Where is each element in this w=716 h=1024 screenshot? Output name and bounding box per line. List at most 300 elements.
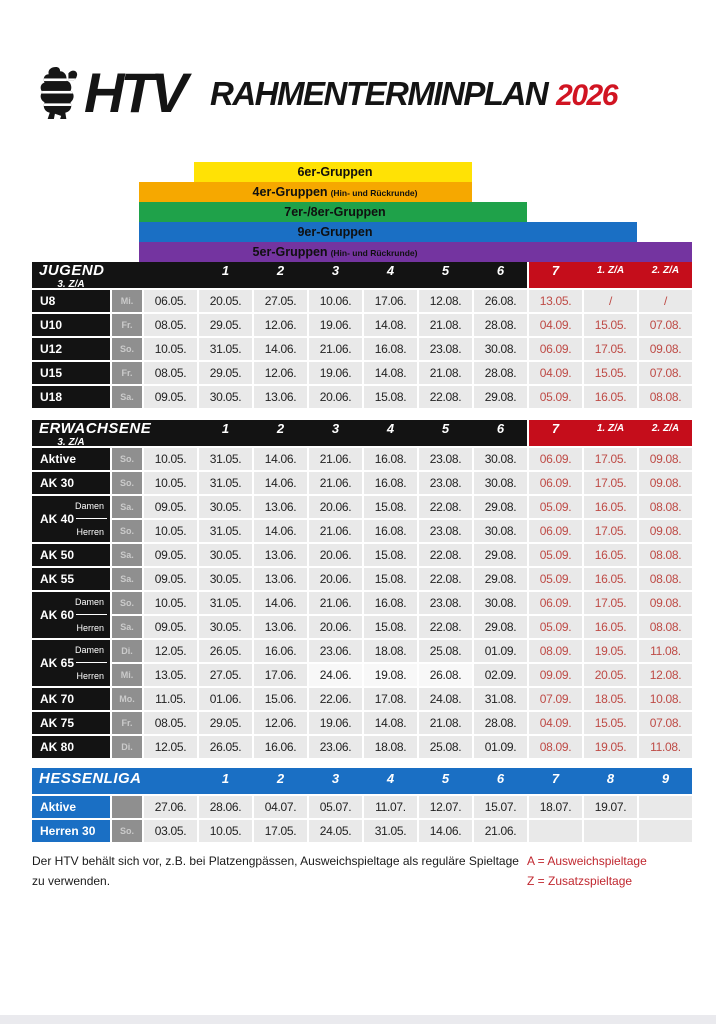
header-grid (32, 262, 692, 288)
date-cell: 14.06. (254, 472, 307, 494)
date-cell (584, 820, 637, 842)
matchday-column-header: 5 (441, 771, 450, 787)
matchday-column-header: 6 (496, 771, 505, 787)
table-erwachsene (32, 420, 692, 760)
matchday-column-header: 7 (551, 421, 560, 436)
date-cell: 16.08. (364, 448, 417, 470)
date-cell: 16.06. (254, 736, 307, 758)
date-cell: 14.08. (364, 362, 417, 384)
za-date-cell: 05.09. (529, 568, 582, 590)
matchday-column-header: 2 (276, 771, 285, 787)
date-cell: 31.08. (474, 688, 527, 710)
date-cell: 01.09. (474, 736, 527, 758)
date-cell: 10.05. (144, 520, 197, 542)
disclaimer-text: Der HTV behält sich vor, z.B. bei Platzengpässen, Ausweichspieltage als reguläre Spieltage zu verwenden. (32, 854, 519, 888)
table-header-jugend (32, 262, 692, 288)
za-date-cell: 07.08. (639, 314, 692, 336)
za-date-cell: 06.09. (529, 592, 582, 614)
htv-logo-text: HTV (84, 61, 184, 124)
date-cell: 22.08. (419, 544, 472, 566)
row-label: Herren 30 (32, 820, 110, 842)
weekday-cell: Mo. (112, 688, 142, 710)
date-cell: 28.08. (474, 314, 527, 336)
date-cell: 28.08. (474, 362, 527, 384)
za-date-cell: 12.08. (639, 664, 692, 686)
za-date-cell: 07.08. (639, 362, 692, 384)
date-cell: 30.05. (199, 616, 252, 638)
matchday-column-header: 6 (496, 263, 505, 278)
table-row-ak-30 (32, 472, 692, 494)
date-cell: 20.06. (309, 496, 362, 518)
date-cell: 17.06. (254, 664, 307, 686)
date-cell: 26.08. (474, 290, 527, 312)
date-cell: 21.08. (419, 712, 472, 734)
za-column-header: 2. Z/A (651, 265, 680, 276)
date-cell: 31.05. (199, 592, 252, 614)
table-row-aktive (32, 448, 692, 470)
za-date-cell: 08.09. (529, 640, 582, 662)
date-cell: 29.08. (474, 568, 527, 590)
date-cell (529, 820, 582, 842)
legend-bar-9er-gruppen (139, 222, 637, 242)
date-cell: 17.08. (364, 688, 417, 710)
weekday-cell: So. (112, 820, 142, 842)
date-cell: 29.08. (474, 544, 527, 566)
group-name: AK 40 (40, 512, 75, 526)
table-title-erwachsene: ERWACHSENE (39, 420, 152, 437)
row-group-ak-40 (32, 496, 692, 542)
table-header-erwachsene (32, 420, 692, 446)
za-date-cell: 16.05. (584, 568, 637, 590)
date-cell: 23.08. (419, 520, 472, 542)
date-cell: 24.05. (309, 820, 362, 842)
date-cell: 20.05. (199, 290, 252, 312)
date-cell: 29.05. (199, 314, 252, 336)
date-cell: 27.05. (254, 290, 307, 312)
za-column-header: 3. Z/A (57, 279, 85, 290)
group-divider (76, 518, 107, 519)
header-grid (32, 420, 692, 446)
date-cell: 15.08. (364, 386, 417, 408)
table-jugend (32, 262, 692, 410)
date-cell: 20.06. (309, 544, 362, 566)
table-row-u8 (32, 290, 692, 312)
date-cell: 21.06. (309, 592, 362, 614)
table-row-ak-75 (32, 712, 692, 734)
weekday-cell: Di. (112, 640, 142, 662)
date-cell: 12.05. (144, 736, 197, 758)
za-date-cell: 05.09. (529, 544, 582, 566)
row-label: U18 (32, 386, 110, 408)
weekday-cell: Sa. (112, 496, 142, 518)
date-cell: 13.06. (254, 616, 307, 638)
date-cell: 29.08. (474, 616, 527, 638)
date-cell: 21.08. (419, 362, 472, 384)
za-date-cell: 17.05. (584, 592, 637, 614)
group-label-box (32, 640, 110, 686)
za-column-header: 2. Z/A (651, 423, 680, 434)
hessian-lion-icon (34, 66, 80, 120)
date-cell: 09.05. (144, 616, 197, 638)
date-cell: 19.07. (584, 796, 637, 818)
row-label: AK 50 (32, 544, 110, 566)
matchday-column-header: 4 (386, 421, 395, 436)
matchday-column-header: 2 (276, 421, 285, 436)
table-hessenliga (32, 768, 692, 844)
date-cell: 19.06. (309, 362, 362, 384)
date-cell: 26.05. (199, 736, 252, 758)
date-cell: 27.06. (144, 796, 197, 818)
group-sub-label-damen: Damen (74, 597, 104, 607)
group-label-box (32, 592, 110, 638)
date-cell: 31.05. (199, 520, 252, 542)
weekday-cell: Sa. (112, 544, 142, 566)
date-cell (639, 796, 692, 818)
za-date-cell: 16.05. (584, 544, 637, 566)
group-sub-label-damen: Damen (74, 645, 104, 655)
table-row-u10 (32, 314, 692, 336)
legend-bar-label (140, 162, 530, 182)
weekday-cell: Mi. (112, 290, 142, 312)
date-cell (639, 820, 692, 842)
group-name: AK 60 (40, 608, 75, 622)
date-cell: 12.07. (419, 796, 472, 818)
legend-bar-7er-8er-gruppen (139, 202, 527, 222)
matchday-column-header: 1 (221, 421, 230, 436)
table-title-hessenliga: HESSENLIGA (39, 770, 142, 788)
table-header-hessenliga (32, 768, 692, 794)
za-date-cell: 19.05. (584, 736, 637, 758)
za-date-cell: 05.09. (529, 386, 582, 408)
group-sub-label-herren: Herren (76, 623, 104, 633)
za-date-cell: 08.08. (639, 496, 692, 518)
row-label: U10 (32, 314, 110, 336)
weekday-cell: Fr. (112, 712, 142, 734)
date-cell: 19.06. (309, 314, 362, 336)
date-cell: 03.05. (144, 820, 197, 842)
row-label: U8 (32, 290, 110, 312)
weekday-cell: Fr. (112, 362, 142, 384)
date-cell: 16.08. (364, 520, 417, 542)
date-cell: 14.08. (364, 314, 417, 336)
date-cell: 30.08. (474, 472, 527, 494)
za-date-cell: 06.09. (529, 448, 582, 470)
date-cell: 10.05. (144, 448, 197, 470)
za-date-cell: 15.05. (584, 314, 637, 336)
legend-bar-4er-gruppen (139, 182, 472, 202)
za-date-cell: 06.09. (529, 520, 582, 542)
legend-bar-note: (Hin- und Rückrunde) (330, 188, 418, 198)
date-cell: 22.08. (419, 616, 472, 638)
date-cell: 13.06. (254, 386, 307, 408)
date-cell: 28.06. (199, 796, 252, 818)
page-title (210, 74, 617, 120)
weekday-cell: Mi. (112, 664, 142, 686)
table-row-herren (32, 664, 692, 686)
page-bottom-strip (0, 1015, 716, 1024)
za-date-cell: / (584, 290, 637, 312)
za-date-cell: 04.09. (529, 362, 582, 384)
za-date-cell: 16.05. (584, 616, 637, 638)
date-cell: 21.08. (419, 314, 472, 336)
matchday-column-header: 3 (331, 421, 340, 436)
date-cell: 14.06. (254, 520, 307, 542)
date-cell: 22.06. (309, 688, 362, 710)
date-cell: 24.08. (419, 688, 472, 710)
date-cell: 11.07. (364, 796, 417, 818)
date-cell: 12.06. (254, 362, 307, 384)
date-cell: 18.08. (364, 736, 417, 758)
row-group-ak-60 (32, 592, 692, 638)
date-cell: 25.08. (419, 736, 472, 758)
legend-bar-label-text: 4er-Gruppen (252, 185, 328, 199)
weekday-cell: Di. (112, 736, 142, 758)
matchday-column-header: 3 (331, 263, 340, 278)
date-cell: 31.05. (199, 448, 252, 470)
date-cell: 12.06. (254, 712, 307, 734)
group-label-box (32, 496, 110, 542)
date-cell: 14.08. (364, 712, 417, 734)
date-cell: 12.05. (144, 640, 197, 662)
date-cell: 21.06. (309, 338, 362, 360)
weekday-cell: So. (112, 520, 142, 542)
date-cell: 14.06. (254, 338, 307, 360)
weekday-cell: So. (112, 448, 142, 470)
za-date-cell: 20.05. (584, 664, 637, 686)
date-cell: 27.05. (199, 664, 252, 686)
table-row-herren (32, 520, 692, 542)
za-date-cell: 05.09. (529, 496, 582, 518)
weekday-cell: Sa. (112, 616, 142, 638)
weekday-cell: Sa. (112, 568, 142, 590)
date-cell: 30.08. (474, 448, 527, 470)
date-cell: 15.06. (254, 688, 307, 710)
date-cell: 21.06. (309, 472, 362, 494)
date-cell: 23.08. (419, 338, 472, 360)
za-date-cell: 19.05. (584, 640, 637, 662)
date-cell: 30.05. (199, 544, 252, 566)
date-cell: 29.08. (474, 386, 527, 408)
date-cell: 20.06. (309, 386, 362, 408)
row-label: AK 80 (32, 736, 110, 758)
weekday-cell: Fr. (112, 314, 142, 336)
date-cell: 14.06. (254, 448, 307, 470)
za-date-cell: 17.05. (584, 448, 637, 470)
table-title-jugend: JUGEND (39, 262, 105, 279)
date-cell: 12.06. (254, 314, 307, 336)
za-column-header: 1. Z/A (596, 423, 625, 434)
table-row-ak-50 (32, 544, 692, 566)
za-date-cell: 17.05. (584, 338, 637, 360)
za-date-cell: 17.05. (584, 472, 637, 494)
matchday-column-header: 7 (551, 771, 560, 787)
za-date-cell: 07.09. (529, 688, 582, 710)
date-cell: 08.05. (144, 712, 197, 734)
za-date-cell: 06.09. (529, 338, 582, 360)
date-cell: 16.08. (364, 338, 417, 360)
za-legend (527, 852, 647, 892)
legend-bar-label-text: 9er-Gruppen (297, 225, 373, 239)
date-cell: 15.08. (364, 544, 417, 566)
za-date-cell: 07.08. (639, 712, 692, 734)
za-date-cell: 08.08. (639, 544, 692, 566)
legend-bar-label-text: 6er-Gruppen (297, 165, 373, 179)
matchday-column-header: 9 (661, 771, 670, 787)
date-cell: 16.08. (364, 592, 417, 614)
za-date-cell: 17.05. (584, 520, 637, 542)
date-cell: 14.06. (254, 592, 307, 614)
date-cell: 11.05. (144, 688, 197, 710)
date-cell: 29.08. (474, 496, 527, 518)
date-cell: 01.09. (474, 640, 527, 662)
za-date-cell: 09.09. (529, 664, 582, 686)
za-date-cell: 13.05. (529, 290, 582, 312)
za-date-cell: 09.08. (639, 448, 692, 470)
date-cell: 31.05. (364, 820, 417, 842)
matchday-column-header: 7 (551, 263, 560, 278)
table-row-ak-80 (32, 736, 692, 758)
table-row-u12 (32, 338, 692, 360)
matchday-column-header: 2 (276, 263, 285, 278)
date-cell: 18.08. (364, 640, 417, 662)
date-cell: 22.08. (419, 568, 472, 590)
date-cell: 09.05. (144, 544, 197, 566)
date-cell: 13.06. (254, 496, 307, 518)
date-cell: 08.05. (144, 314, 197, 336)
za-date-cell: 18.05. (584, 688, 637, 710)
za-date-cell: 09.08. (639, 338, 692, 360)
group-divider (76, 614, 107, 615)
date-cell: 09.05. (144, 386, 197, 408)
date-cell: 22.08. (419, 496, 472, 518)
date-cell: 24.06. (309, 664, 362, 686)
date-cell: 23.08. (419, 448, 472, 470)
table-row-herren (32, 616, 692, 638)
weekday-cell (112, 796, 142, 818)
date-cell: 19.06. (309, 712, 362, 734)
date-cell: 10.05. (144, 592, 197, 614)
row-label: U12 (32, 338, 110, 360)
za-date-cell: 09.08. (639, 520, 692, 542)
legend-bar-note: (Hin- und Rückrunde) (330, 248, 418, 258)
matchday-column-header: 5 (441, 263, 450, 278)
date-cell: 26.08. (419, 664, 472, 686)
matchday-column-header: 1 (221, 263, 230, 278)
date-cell: 10.06. (309, 290, 362, 312)
za-date-cell: 16.05. (584, 496, 637, 518)
date-cell: 30.08. (474, 520, 527, 542)
row-group-ak-65 (32, 640, 692, 686)
legend-bar-label (140, 182, 530, 202)
date-cell: 23.06. (309, 736, 362, 758)
title-text: RAHMENTERMINPLAN (210, 75, 548, 112)
row-label: AK 30 (32, 472, 110, 494)
za-date-cell: 11.08. (639, 640, 692, 662)
legend-bar-label (140, 202, 530, 222)
date-cell: 19.08. (364, 664, 417, 686)
legend-bar-label-text: 5er-Gruppen (252, 245, 328, 259)
za-date-cell: 06.09. (529, 472, 582, 494)
za-date-cell: / (639, 290, 692, 312)
date-cell: 13.05. (144, 664, 197, 686)
weekday-cell: So. (112, 592, 142, 614)
date-cell: 06.05. (144, 290, 197, 312)
group-name: AK 65 (40, 656, 75, 670)
title-year: 2026 (556, 79, 617, 112)
group-divider (76, 662, 107, 663)
date-cell: 05.07. (309, 796, 362, 818)
date-cell: 31.05. (199, 338, 252, 360)
legend-bar-6er-gruppen (194, 162, 472, 182)
date-cell: 28.08. (474, 712, 527, 734)
row-label: AK 75 (32, 712, 110, 734)
date-cell: 26.05. (199, 640, 252, 662)
date-cell: 09.05. (144, 568, 197, 590)
header (34, 58, 617, 124)
date-cell: 16.08. (364, 472, 417, 494)
table-row-herren-30 (32, 820, 692, 842)
group-sub-label-damen: Damen (74, 501, 104, 511)
date-cell: 29.05. (199, 712, 252, 734)
row-label: Aktive (32, 796, 110, 818)
za-column-header: 3. Z/A (57, 437, 85, 448)
matchday-column-header: 1 (221, 771, 230, 787)
date-cell: 10.05. (144, 338, 197, 360)
date-cell: 23.08. (419, 592, 472, 614)
date-cell: 18.07. (529, 796, 582, 818)
matchday-column-header: 4 (386, 771, 395, 787)
date-cell: 29.05. (199, 362, 252, 384)
date-cell: 30.05. (199, 386, 252, 408)
za-date-cell: 11.08. (639, 736, 692, 758)
legend-bar-label (140, 242, 530, 262)
date-cell: 21.06. (309, 448, 362, 470)
date-cell: 30.08. (474, 338, 527, 360)
za-date-cell: 10.08. (639, 688, 692, 710)
date-cell: 12.08. (419, 290, 472, 312)
date-cell: 10.05. (144, 472, 197, 494)
za-date-cell: 08.08. (639, 386, 692, 408)
date-cell: 08.05. (144, 362, 197, 384)
date-cell: 02.09. (474, 664, 527, 686)
row-label: AK 70 (32, 688, 110, 710)
za-date-cell: 08.08. (639, 616, 692, 638)
za-date-cell: 04.09. (529, 314, 582, 336)
za-date-cell: 09.08. (639, 472, 692, 494)
date-cell: 13.06. (254, 544, 307, 566)
matchday-column-header: 4 (386, 263, 395, 278)
date-cell: 15.08. (364, 616, 417, 638)
row-label: AK 55 (32, 568, 110, 590)
date-cell: 30.05. (199, 496, 252, 518)
date-cell: 13.06. (254, 568, 307, 590)
legend-bar-5er-gruppen (139, 242, 692, 262)
table-row-u15 (32, 362, 692, 384)
za-column-header: 1. Z/A (596, 265, 625, 276)
date-cell: 09.05. (144, 496, 197, 518)
table-row-damen (32, 592, 692, 614)
date-cell: 10.05. (199, 820, 252, 842)
date-cell: 21.06. (474, 820, 527, 842)
legend-bar-label (140, 222, 530, 242)
date-cell: 23.06. (309, 640, 362, 662)
date-cell: 25.08. (419, 640, 472, 662)
table-row-ak-70 (32, 688, 692, 710)
group-sub-label-herren: Herren (76, 527, 104, 537)
row-label: Aktive (32, 448, 110, 470)
legend-bar-label-text: 7er-/8er-Gruppen (284, 205, 386, 219)
weekday-cell: So. (112, 472, 142, 494)
